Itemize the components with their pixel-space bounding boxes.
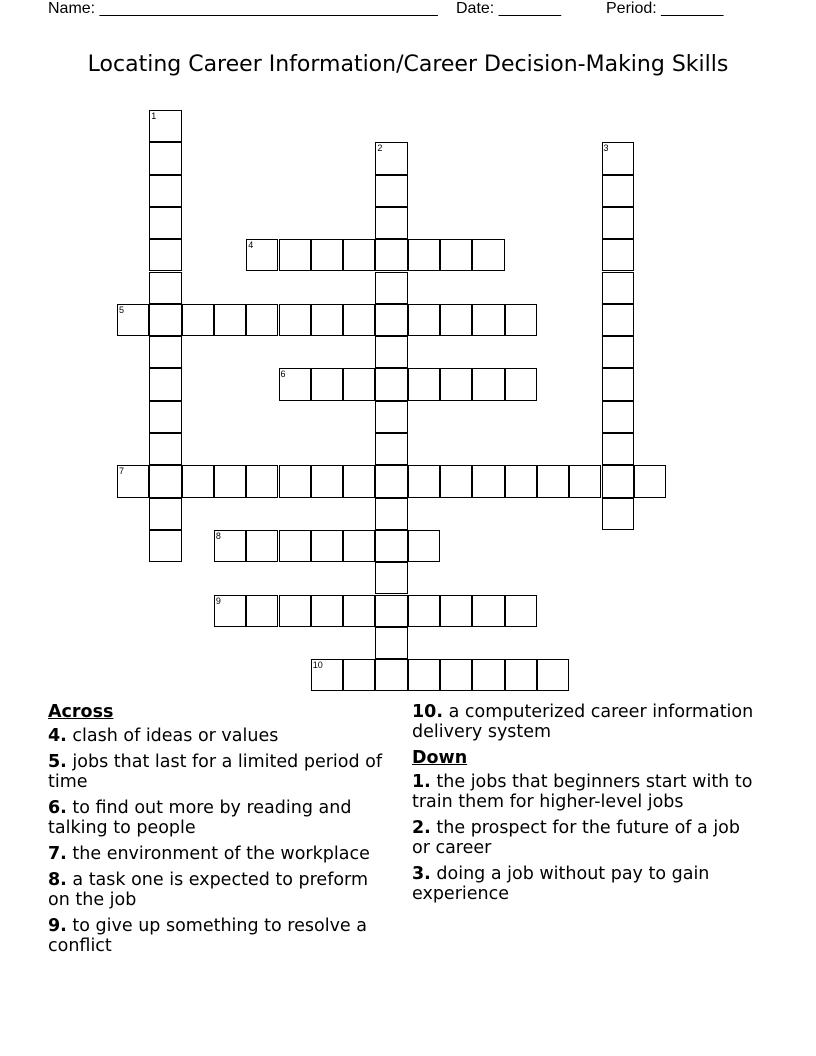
crossword-cell[interactable] bbox=[214, 465, 246, 497]
crossword-cell[interactable] bbox=[505, 595, 537, 627]
crossword-cell[interactable] bbox=[149, 207, 181, 239]
clues-right-column bbox=[412, 702, 757, 910]
crossword-cell[interactable] bbox=[505, 304, 537, 336]
clue-across-10 bbox=[412, 702, 757, 742]
crossword-cell[interactable] bbox=[375, 304, 407, 336]
crossword-cell[interactable] bbox=[182, 304, 214, 336]
crossword-cell[interactable] bbox=[343, 530, 375, 562]
crossword-cell[interactable] bbox=[343, 239, 375, 271]
clues-left-column bbox=[48, 702, 393, 962]
crossword-cell[interactable] bbox=[375, 401, 407, 433]
clue-number: 9. bbox=[48, 916, 67, 936]
crossword-cell[interactable] bbox=[149, 401, 181, 433]
clue-text: the prospect for the future of a job or career bbox=[412, 818, 740, 858]
crossword-cell[interactable] bbox=[375, 659, 407, 691]
crossword-cell[interactable] bbox=[375, 627, 407, 659]
crossword-cell[interactable] bbox=[440, 465, 472, 497]
crossword-cell[interactable] bbox=[279, 239, 311, 271]
crossword-cell[interactable] bbox=[602, 433, 634, 465]
cell-number: 8 bbox=[215, 530, 221, 541]
crossword-cell[interactable] bbox=[375, 142, 407, 174]
crossword-cell[interactable] bbox=[505, 368, 537, 400]
crossword-cell[interactable] bbox=[440, 368, 472, 400]
crossword-cell[interactable] bbox=[602, 272, 634, 304]
crossword-cell[interactable] bbox=[246, 595, 278, 627]
clue-text: jobs that last for a limited period of time bbox=[48, 752, 383, 792]
cell-number: 4 bbox=[248, 240, 254, 251]
crossword-cell[interactable] bbox=[279, 530, 311, 562]
cell-number: 7 bbox=[119, 466, 125, 477]
crossword-cell[interactable] bbox=[472, 659, 504, 691]
across-heading: Across bbox=[48, 702, 114, 722]
crossword-cell[interactable] bbox=[311, 239, 343, 271]
crossword-cell[interactable] bbox=[214, 595, 246, 627]
crossword-cell[interactable] bbox=[375, 239, 407, 271]
crossword-cell[interactable] bbox=[149, 368, 181, 400]
period-field-label[interactable]: Period: _______ bbox=[606, 0, 724, 17]
crossword-cell[interactable] bbox=[149, 465, 181, 497]
clue-number: 8. bbox=[48, 870, 67, 890]
crossword-cell[interactable] bbox=[149, 336, 181, 368]
crossword-cell[interactable] bbox=[375, 272, 407, 304]
crossword-cell[interactable] bbox=[311, 465, 343, 497]
clue-number: 1. bbox=[412, 772, 431, 792]
crossword-cell[interactable] bbox=[343, 595, 375, 627]
crossword-cell[interactable] bbox=[375, 368, 407, 400]
crossword-cell[interactable] bbox=[408, 595, 440, 627]
crossword-cell[interactable] bbox=[214, 304, 246, 336]
cell-number: 6 bbox=[280, 369, 286, 380]
clue-text: doing a job without pay to gain experience bbox=[412, 864, 710, 904]
crossword-cell[interactable] bbox=[472, 465, 504, 497]
crossword-cell[interactable] bbox=[375, 595, 407, 627]
down-heading: Down bbox=[412, 748, 468, 768]
crossword-cell[interactable] bbox=[182, 465, 214, 497]
crossword-cell[interactable] bbox=[537, 465, 569, 497]
crossword-cell[interactable] bbox=[279, 595, 311, 627]
clue-text: the environment of the workplace bbox=[72, 844, 370, 864]
clue-number: 10. bbox=[412, 702, 444, 722]
clue-text: the jobs that beginners start with to train them for higher-level jobs bbox=[412, 772, 753, 812]
clue-number: 7. bbox=[48, 844, 67, 864]
crossword-cell[interactable] bbox=[440, 239, 472, 271]
clue-across-6 bbox=[48, 798, 393, 838]
crossword-cell[interactable] bbox=[375, 175, 407, 207]
clue-number: 6. bbox=[48, 798, 67, 818]
crossword-cell[interactable] bbox=[440, 304, 472, 336]
crossword-cell[interactable] bbox=[537, 659, 569, 691]
crossword-cell[interactable] bbox=[311, 659, 343, 691]
crossword-cell[interactable] bbox=[440, 659, 472, 691]
crossword-cell[interactable] bbox=[472, 595, 504, 627]
crossword-cell[interactable] bbox=[246, 239, 278, 271]
crossword-cell[interactable] bbox=[375, 336, 407, 368]
crossword-cell[interactable] bbox=[311, 595, 343, 627]
crossword-cell[interactable] bbox=[602, 401, 634, 433]
crossword-cell[interactable] bbox=[602, 175, 634, 207]
cell-number: 2 bbox=[377, 143, 383, 154]
crossword-cell[interactable] bbox=[408, 239, 440, 271]
crossword-cell[interactable] bbox=[149, 272, 181, 304]
crossword-cell[interactable] bbox=[375, 465, 407, 497]
name-field-label[interactable]: Name: ______________________________________ bbox=[48, 0, 438, 17]
crossword-cell[interactable] bbox=[311, 368, 343, 400]
crossword-cell[interactable] bbox=[602, 142, 634, 174]
crossword-cell[interactable] bbox=[602, 239, 634, 271]
crossword-cell[interactable] bbox=[602, 304, 634, 336]
crossword-cell[interactable] bbox=[279, 304, 311, 336]
crossword-cell[interactable] bbox=[279, 465, 311, 497]
crossword-cell[interactable] bbox=[149, 142, 181, 174]
crossword-cell[interactable] bbox=[214, 530, 246, 562]
crossword-cell[interactable] bbox=[149, 530, 181, 562]
cell-number: 5 bbox=[119, 304, 125, 315]
crossword-cell[interactable] bbox=[343, 465, 375, 497]
clue-across-5 bbox=[48, 752, 393, 792]
page-title: Locating Career Information/Career Decision-Making Skills bbox=[87, 52, 729, 77]
clue-across-9 bbox=[48, 916, 393, 956]
crossword-cell[interactable] bbox=[149, 498, 181, 530]
crossword-cell[interactable] bbox=[279, 368, 311, 400]
clue-down-1 bbox=[412, 772, 757, 812]
cell-number: 9 bbox=[215, 595, 221, 606]
crossword-cell[interactable] bbox=[472, 368, 504, 400]
clue-text: to give up something to resolve a conflict bbox=[48, 916, 367, 956]
crossword-cell[interactable] bbox=[408, 304, 440, 336]
clue-across-4 bbox=[48, 726, 393, 746]
clue-text: clash of ideas or values bbox=[72, 726, 279, 746]
crossword-cell[interactable] bbox=[375, 433, 407, 465]
crossword-cell[interactable] bbox=[246, 530, 278, 562]
crossword-cell[interactable] bbox=[408, 659, 440, 691]
cell-number: 3 bbox=[603, 143, 609, 154]
clue-down-3 bbox=[412, 864, 757, 904]
crossword-cell[interactable] bbox=[602, 207, 634, 239]
crossword-cell[interactable] bbox=[149, 304, 181, 336]
crossword-cell[interactable] bbox=[149, 110, 181, 142]
crossword-cell[interactable] bbox=[343, 368, 375, 400]
crossword-cell[interactable] bbox=[117, 465, 149, 497]
crossword-cell[interactable] bbox=[408, 368, 440, 400]
cell-number: 10 bbox=[312, 660, 323, 671]
clue-number: 4. bbox=[48, 726, 67, 746]
date-field-label[interactable]: Date: _______ bbox=[456, 0, 561, 17]
crossword-cell[interactable] bbox=[375, 530, 407, 562]
clue-across-8 bbox=[48, 870, 393, 910]
crossword-cell[interactable] bbox=[117, 304, 149, 336]
crossword-cell[interactable] bbox=[408, 530, 440, 562]
crossword-cell[interactable] bbox=[602, 498, 634, 530]
crossword-cell[interactable] bbox=[472, 239, 504, 271]
clue-number: 5. bbox=[48, 752, 67, 772]
crossword-cell[interactable] bbox=[343, 659, 375, 691]
crossword-cell[interactable] bbox=[440, 595, 472, 627]
crossword-cell[interactable] bbox=[375, 498, 407, 530]
crossword-cell[interactable] bbox=[246, 304, 278, 336]
crossword-cell[interactable] bbox=[602, 336, 634, 368]
clue-down-2 bbox=[412, 818, 757, 858]
clue-text: a task one is expected to preform on the job bbox=[48, 870, 368, 910]
crossword-cell[interactable] bbox=[472, 304, 504, 336]
crossword-cell[interactable] bbox=[149, 175, 181, 207]
crossword-cell[interactable] bbox=[375, 207, 407, 239]
crossword-cell[interactable] bbox=[149, 433, 181, 465]
crossword-cell[interactable] bbox=[634, 465, 666, 497]
crossword-cell[interactable] bbox=[375, 562, 407, 594]
crossword-cell[interactable] bbox=[505, 465, 537, 497]
clue-across-7 bbox=[48, 844, 393, 864]
crossword-cell[interactable] bbox=[569, 465, 601, 497]
clue-text: a computerized career information delivery system bbox=[412, 702, 754, 742]
clue-number: 3. bbox=[412, 864, 431, 884]
crossword-cell[interactable] bbox=[602, 368, 634, 400]
crossword-cell[interactable] bbox=[408, 465, 440, 497]
crossword-cell[interactable] bbox=[246, 465, 278, 497]
crossword-cell[interactable] bbox=[505, 659, 537, 691]
crossword-cell[interactable] bbox=[149, 239, 181, 271]
crossword-cell[interactable] bbox=[311, 530, 343, 562]
crossword-cell[interactable] bbox=[602, 465, 634, 497]
crossword-cell[interactable] bbox=[343, 304, 375, 336]
clue-text: to find out more by reading and talking to people bbox=[48, 798, 352, 838]
cell-number: 1 bbox=[151, 111, 157, 121]
crossword-cell[interactable] bbox=[311, 304, 343, 336]
clue-number: 2. bbox=[412, 818, 431, 838]
